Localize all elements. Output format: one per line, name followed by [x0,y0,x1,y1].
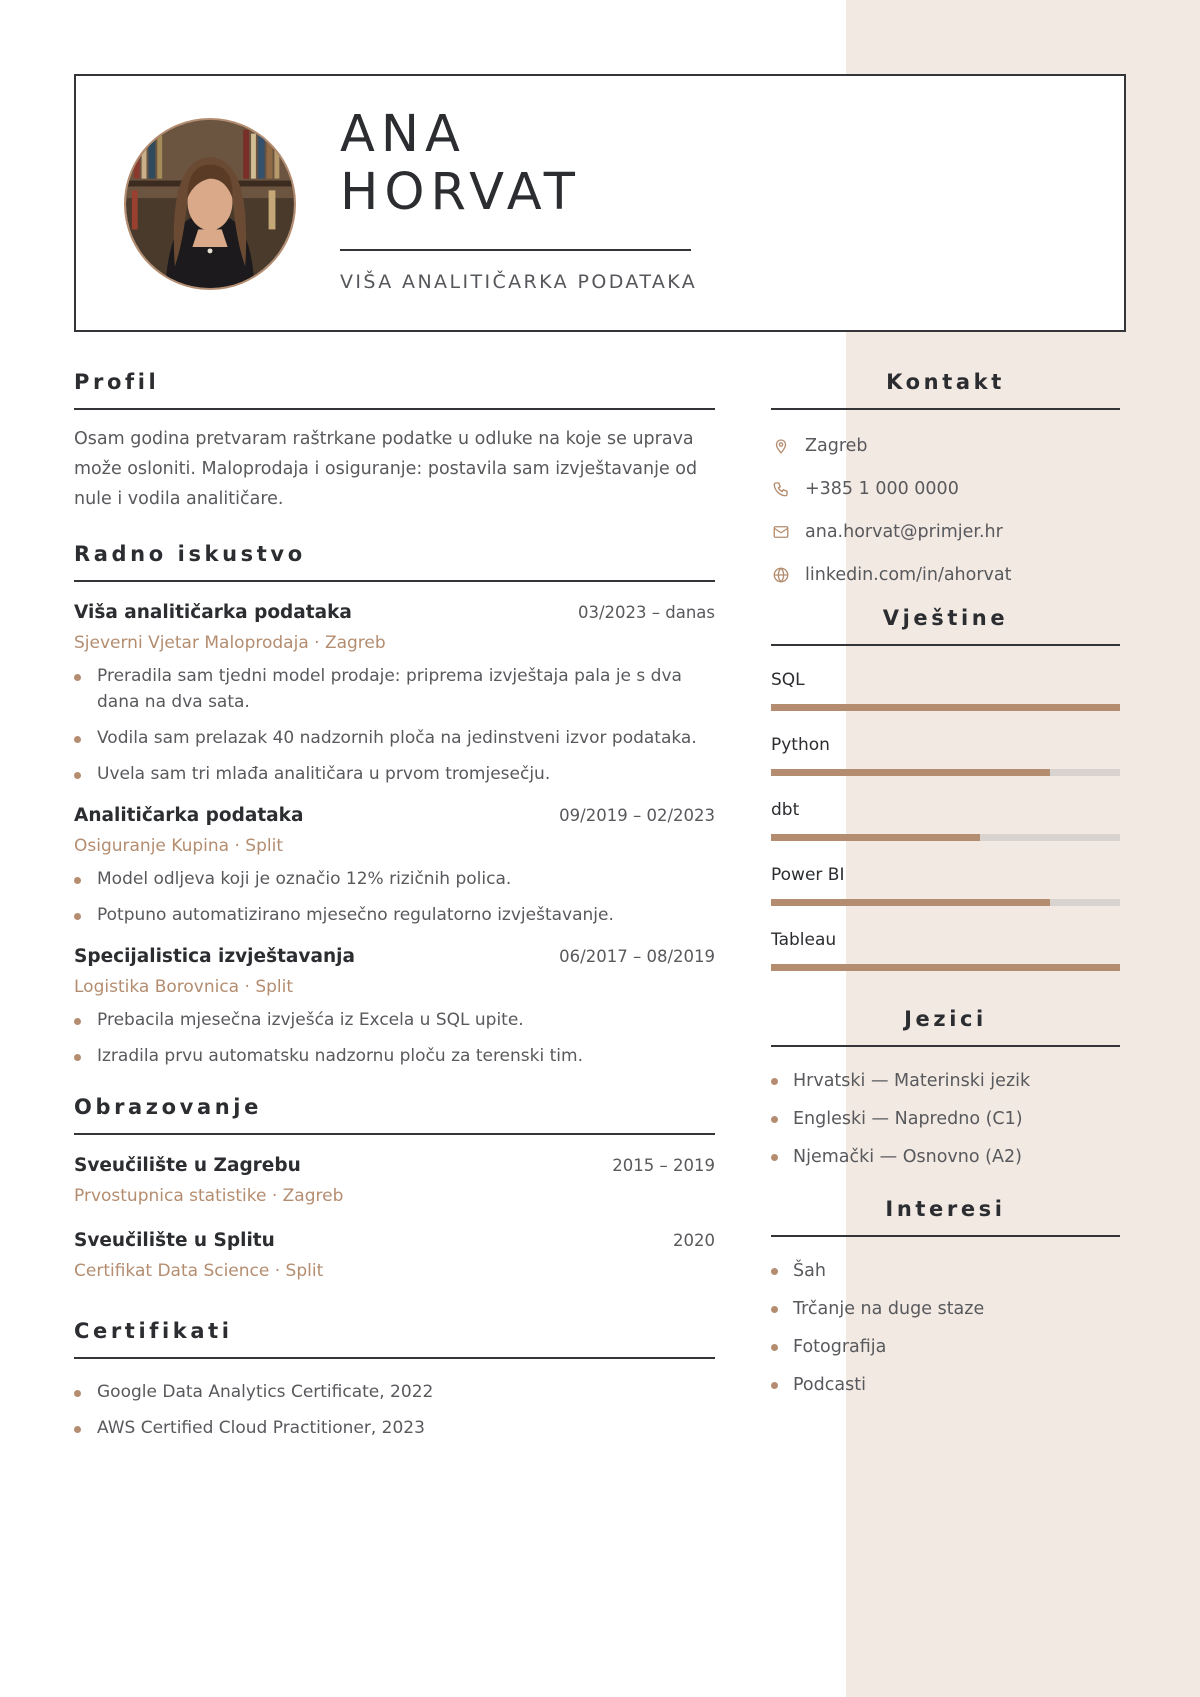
achievement-item: Prebacila mjesečna izvješća iz Excela u SQL upite. [74,1007,715,1033]
education-dates: 2020 [673,1231,715,1250]
section-heading-skills: Vještine [771,606,1120,646]
job-achievements [74,1007,715,1069]
interest-item: Šah [771,1259,1120,1283]
section-heading-languages: Jezici [771,1007,1120,1047]
achievement-item: Model odljeva koji je označio 12% rizičnih polica. [74,866,715,892]
skills-list [771,670,1120,971]
skill-name: Python [771,735,830,755]
skill-level-bar [771,964,1120,971]
map-pin-icon [771,436,791,456]
job-dates: 06/2017 – 08/2019 [559,947,715,966]
main-column [74,370,715,1451]
language-item: Njemački — Osnovno (A2) [771,1145,1120,1169]
degree: Prvostupnica statistike · Zagreb [74,1186,344,1206]
resume-header [74,74,1126,332]
certificate-item: AWS Certified Cloud Practitioner, 2023 [74,1415,715,1441]
skill-name: Power BI [771,865,845,885]
languages-section [771,1007,1120,1169]
certificates-section [74,1319,715,1441]
experience-section [74,542,715,1069]
interests-section [771,1197,1120,1397]
job-achievements [74,663,715,787]
interest-list [771,1259,1120,1397]
job-employer: Logistika Borovnica · Split [74,977,294,997]
skill-level-fill [771,834,980,841]
school-name: Sveučilište u Splitu [74,1230,275,1251]
skill-name: Tableau [771,930,837,950]
email-link[interactable]: ana.horvat@primjer.hr [805,522,1003,542]
contact-phone [771,477,1120,501]
skills-section [771,606,1120,971]
job-entry [74,805,715,928]
achievement-item: Vodila sam prelazak 40 nadzornih ploča na jedinstveni izvor podataka. [74,725,715,751]
language-list [771,1069,1120,1169]
job-entry [74,946,715,1069]
job-dates: 09/2019 – 02/2023 [559,806,715,825]
section-heading-education: Obrazovanje [74,1095,715,1135]
achievement-item: Izradila prvu automatsku nadzornu ploču za terenski tim. [74,1043,715,1069]
skill-name: dbt [771,800,800,820]
degree: Certifikat Data Science · Split [74,1261,324,1281]
location-text: Zagreb [805,436,868,456]
job-role: Viša analitičarka podataka [74,602,352,623]
skill-level-bar [771,704,1120,711]
education-section [74,1095,715,1281]
phone-icon [771,479,791,499]
skill-level-fill [771,704,1120,711]
skill-level-bar [771,834,1120,841]
achievement-item: Preradila sam tjedni model prodaje: priprema izvještaja pala je s dva dana na dva sata. [74,663,715,715]
linkedin-link[interactable]: linkedin.com/in/ahorvat [805,565,1012,585]
job-employer: Osiguranje Kupina · Split [74,836,283,856]
section-heading-profile: Profil [74,370,715,410]
contact-email[interactable] [771,520,1120,544]
profile-summary: Osam godina pretvaram raštrkane podatke u odluke na koje se uprava može osloniti. Maloprodaja i osiguranje: postavila sam izvještavanje od nule i vodila analitičare. [74,429,698,509]
school-name: Sveučilište u Zagrebu [74,1155,301,1176]
language-item: Engleski — Napredno (C1) [771,1107,1120,1131]
skill-level-fill [771,899,1050,906]
full-name [340,106,581,222]
last-name: HORVAT [340,163,581,222]
contact-section [771,370,1120,587]
mail-icon [771,522,791,542]
job-role: Specijalistica izvještavanja [74,946,355,967]
profile-section [74,370,715,514]
education-entry [74,1155,715,1206]
profile-photo [124,118,296,290]
job-title: VIŠA ANALITIČARKA PODATAKA [340,271,698,293]
portrait-image [126,120,294,288]
globe-icon [771,565,791,585]
interest-item: Trčanje na duge staze [771,1297,1120,1321]
contact-location [771,434,1120,458]
education-dates: 2015 – 2019 [612,1156,715,1175]
skill-level-fill [771,964,1120,971]
interest-item: Podcasti [771,1373,1120,1397]
job-role: Analitičarka podataka [74,805,304,826]
education-entry [74,1230,715,1281]
achievement-item: Uvela sam tri mlađa analitičara u prvom tromjesečju. [74,761,715,787]
certificate-item: Google Data Analytics Certificate, 2022 [74,1379,715,1405]
skill-name: SQL [771,670,805,690]
first-name: ANA [340,105,466,164]
section-heading-experience: Radno iskustvo [74,542,715,582]
contact-web[interactable] [771,563,1120,587]
phone-text: +385 1 000 0000 [805,479,959,499]
skill-level-fill [771,769,1050,776]
certificate-list [74,1379,715,1441]
job-employer: Sjeverni Vjetar Maloprodaja · Zagreb [74,633,386,653]
skill-level-bar [771,899,1120,906]
job-entry [74,602,715,787]
section-heading-certificates: Certifikati [74,1319,715,1359]
job-dates: 03/2023 – danas [577,603,715,622]
section-heading-interests: Interesi [771,1197,1120,1237]
language-item: Hrvatski — Materinski jezik [771,1069,1120,1093]
skill-level-bar [771,769,1120,776]
achievement-item: Potpuno automatizirano mjesečno regulatorno izvještavanje. [74,902,715,928]
section-heading-contact: Kontakt [771,370,1120,410]
job-achievements [74,866,715,928]
name-divider [340,249,691,251]
sidebar-column [771,370,1120,1411]
interest-item: Fotografija [771,1335,1120,1359]
